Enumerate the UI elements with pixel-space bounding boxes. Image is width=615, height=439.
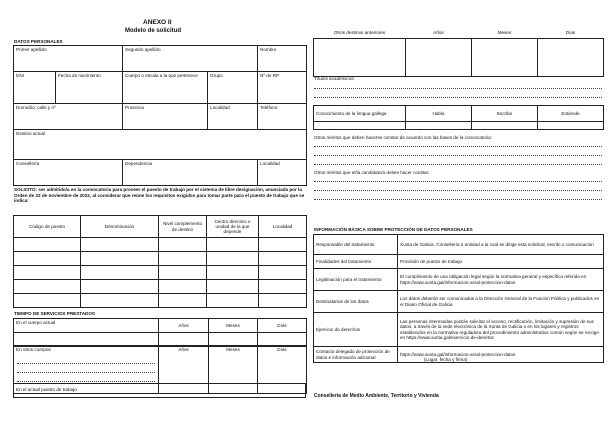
dp-label-legitimation: Legitimación para el tratamiento xyxy=(314,269,398,291)
dp-label-controller: Responsable del tratamiento xyxy=(314,235,398,255)
birth-date-label: Fecha de nacimiento xyxy=(58,73,101,78)
group-field[interactable] xyxy=(208,72,258,104)
other-merits-line[interactable] xyxy=(314,190,602,191)
second-surname-field[interactable] xyxy=(123,46,258,72)
current-corps-days[interactable]: Días xyxy=(258,319,307,333)
request-text: SOLICITO: ser admitido/a en la convocatoria para proveer el puesto de trabajo por el sistema de libre designación, anunciada por la Orden de 22 de noviembre de 2022, al considerar que reúne los requisitos exigidos para tomar parte para el puesto de trabajo que se indica: xyxy=(14,187,305,204)
name-field[interactable] xyxy=(258,46,307,72)
data-protection-title: INFORMACIÓN BÁSICA SOBRE PROTECCIÓN DE DATOS PERSONALES xyxy=(314,227,473,232)
dependency-field[interactable] xyxy=(123,160,258,186)
dni-field[interactable] xyxy=(14,72,56,104)
other-merits-line[interactable] xyxy=(314,181,602,182)
academic-titles-line[interactable] xyxy=(314,88,602,89)
current-corps-months[interactable]: Meses xyxy=(209,319,258,333)
col-post-locality: Localidad xyxy=(259,216,307,238)
table-row[interactable] xyxy=(14,252,307,266)
corps-label: Cuerpo o escala a la que pertenece xyxy=(125,73,198,78)
other-posts-row[interactable] xyxy=(314,38,604,76)
merits-line[interactable] xyxy=(314,155,602,156)
group-label: Grupo xyxy=(210,73,223,78)
posts-table xyxy=(13,215,307,308)
merits-line[interactable] xyxy=(314,146,602,147)
first-surname-label: Primer apellido xyxy=(16,47,47,52)
rp-label: Nº de RP xyxy=(260,73,280,78)
current-corps-years[interactable]: Años xyxy=(159,319,209,333)
phone-label: Teléfono xyxy=(260,105,278,110)
locality-field[interactable] xyxy=(208,104,258,130)
col-post-code: Código de puesto xyxy=(14,216,81,238)
other-corps-days[interactable]: Días xyxy=(258,346,307,394)
dp-value-contact: https://www.xunta.gal/informacion-xeral-proteccion-datos xyxy=(398,347,604,363)
other-corps-years[interactable]: Años xyxy=(159,346,209,394)
name-label: Nombre xyxy=(260,47,277,52)
ministry-field[interactable] xyxy=(14,160,123,186)
birth-date-field[interactable] xyxy=(56,72,123,104)
dp-label-recipients: Destinatarios de los datos xyxy=(314,291,398,313)
dp-value-controller: Xunta de Galicia. Consellería o entidad a la cual se dirige esta solicitud, escrito o comunicación xyxy=(398,235,604,255)
other-posts-years: Años xyxy=(406,28,472,38)
province-field[interactable] xyxy=(123,104,208,130)
service-time-title: TIEMPO DE SERVICIOS PRESTADOS xyxy=(14,311,96,316)
galician-speak[interactable]: Habla xyxy=(406,106,472,122)
galician-understand[interactable]: Entiende xyxy=(538,106,604,122)
dp-label-purpose: Finalidades del tratamiento xyxy=(314,255,398,269)
galician-write[interactable]: Escribe xyxy=(472,106,538,122)
data-protection-table xyxy=(313,234,604,363)
locality-label: Localidad xyxy=(210,105,230,110)
col-directorate: Centro directivo o unidad de la que depende xyxy=(207,216,259,238)
galician-table xyxy=(313,105,604,130)
phone-field[interactable] xyxy=(258,104,307,130)
academic-titles-label: Títulos académicos: xyxy=(314,76,355,81)
other-corps-months[interactable]: Meses xyxy=(209,346,258,394)
corps-field[interactable] xyxy=(123,72,208,104)
post-locality-field[interactable] xyxy=(258,160,307,186)
address-field[interactable] xyxy=(14,104,123,130)
dp-value-purpose: Provisión de puesto de trabajo xyxy=(398,255,604,269)
other-posts-days: Días xyxy=(538,28,604,38)
table-row[interactable] xyxy=(14,280,307,294)
other-posts-label: Otros destinos anteriores xyxy=(314,28,406,38)
address-label: Domicilio: calle y nº xyxy=(16,105,56,110)
other-corps-label: En otros cuerpos xyxy=(16,347,51,352)
current-post-time-label: En el actual puesto de trabajo xyxy=(16,387,77,392)
other-posts-months: Meses xyxy=(472,28,538,38)
personal-data-table xyxy=(13,45,307,186)
merits-line[interactable] xyxy=(314,164,602,165)
current-post-label: Destino actual xyxy=(16,131,46,136)
dni-label: DNI xyxy=(16,73,24,78)
other-posts-table xyxy=(313,28,604,77)
galician-label: Conocimiento de la lengua gallega xyxy=(314,106,406,122)
second-surname-label: Segundo apellido xyxy=(125,47,161,52)
academic-titles-line[interactable] xyxy=(314,97,602,98)
province-label: Provincia xyxy=(125,105,144,110)
current-corps-table xyxy=(13,318,307,347)
table-row[interactable] xyxy=(14,294,307,308)
rp-field[interactable] xyxy=(258,72,307,104)
current-corps-label: En el cuerpo actual xyxy=(14,319,159,333)
dependency-label: Dependencia xyxy=(125,161,153,166)
post-locality-label: Localidad xyxy=(260,161,280,166)
table-row[interactable] xyxy=(14,266,307,280)
dp-value-recipients: Los datos deberán ser comunicados a la Dirección General de la Función Pública y publicados en el Diario Oficial de Galicia xyxy=(398,291,604,313)
merits-label: Otros méritos que deben hacerse constar de acuerdo con las bases de la convocatoria: xyxy=(314,135,492,140)
personal-section-title: DATOS PERSONALES xyxy=(14,39,63,44)
ministry-label: Consellería xyxy=(16,161,40,166)
addressee: Conselleria de Medio Ambiente, Territorio y Vivienda xyxy=(314,393,439,399)
current-post-field[interactable] xyxy=(14,130,307,160)
place-date-signature: (Lugar, fecha y firma) xyxy=(424,357,468,362)
annex-label: ANEXO II xyxy=(143,19,172,26)
other-merits-line[interactable] xyxy=(314,199,602,200)
dp-label-contact: Contacto delegado de protección de datos e información adicional xyxy=(314,347,398,363)
first-surname-field[interactable] xyxy=(14,46,123,72)
other-merits-label: Otros méritos que el/la candidato/a desee hacer constar: xyxy=(314,170,430,175)
form-title: Modelo de solicitud xyxy=(125,28,182,34)
col-level: Nivel complemento de destino xyxy=(159,216,207,238)
dp-value-rights: Las personas interesadas podrán solicitar el acceso, rectificación, limitación y supresión de sus datos, a través de la sede electrónica de la Xunta de Galicia o en los lugares y registros establecidos en la normativa reguladora del procedimiento administrativo común según se recoge en https://www.xunta.gal/exercicio-de-dereitos xyxy=(398,313,604,347)
table-row[interactable] xyxy=(14,238,307,252)
col-denomination: Denominación xyxy=(81,216,159,238)
dp-label-rights: Ejercicio de derechos xyxy=(314,313,398,347)
dp-value-legitimation: El cumplimiento de una obligación legal según la normativa general y específica referida en https://www.xunta.gal/informacion-xeral-proteccion-datos xyxy=(398,269,604,291)
